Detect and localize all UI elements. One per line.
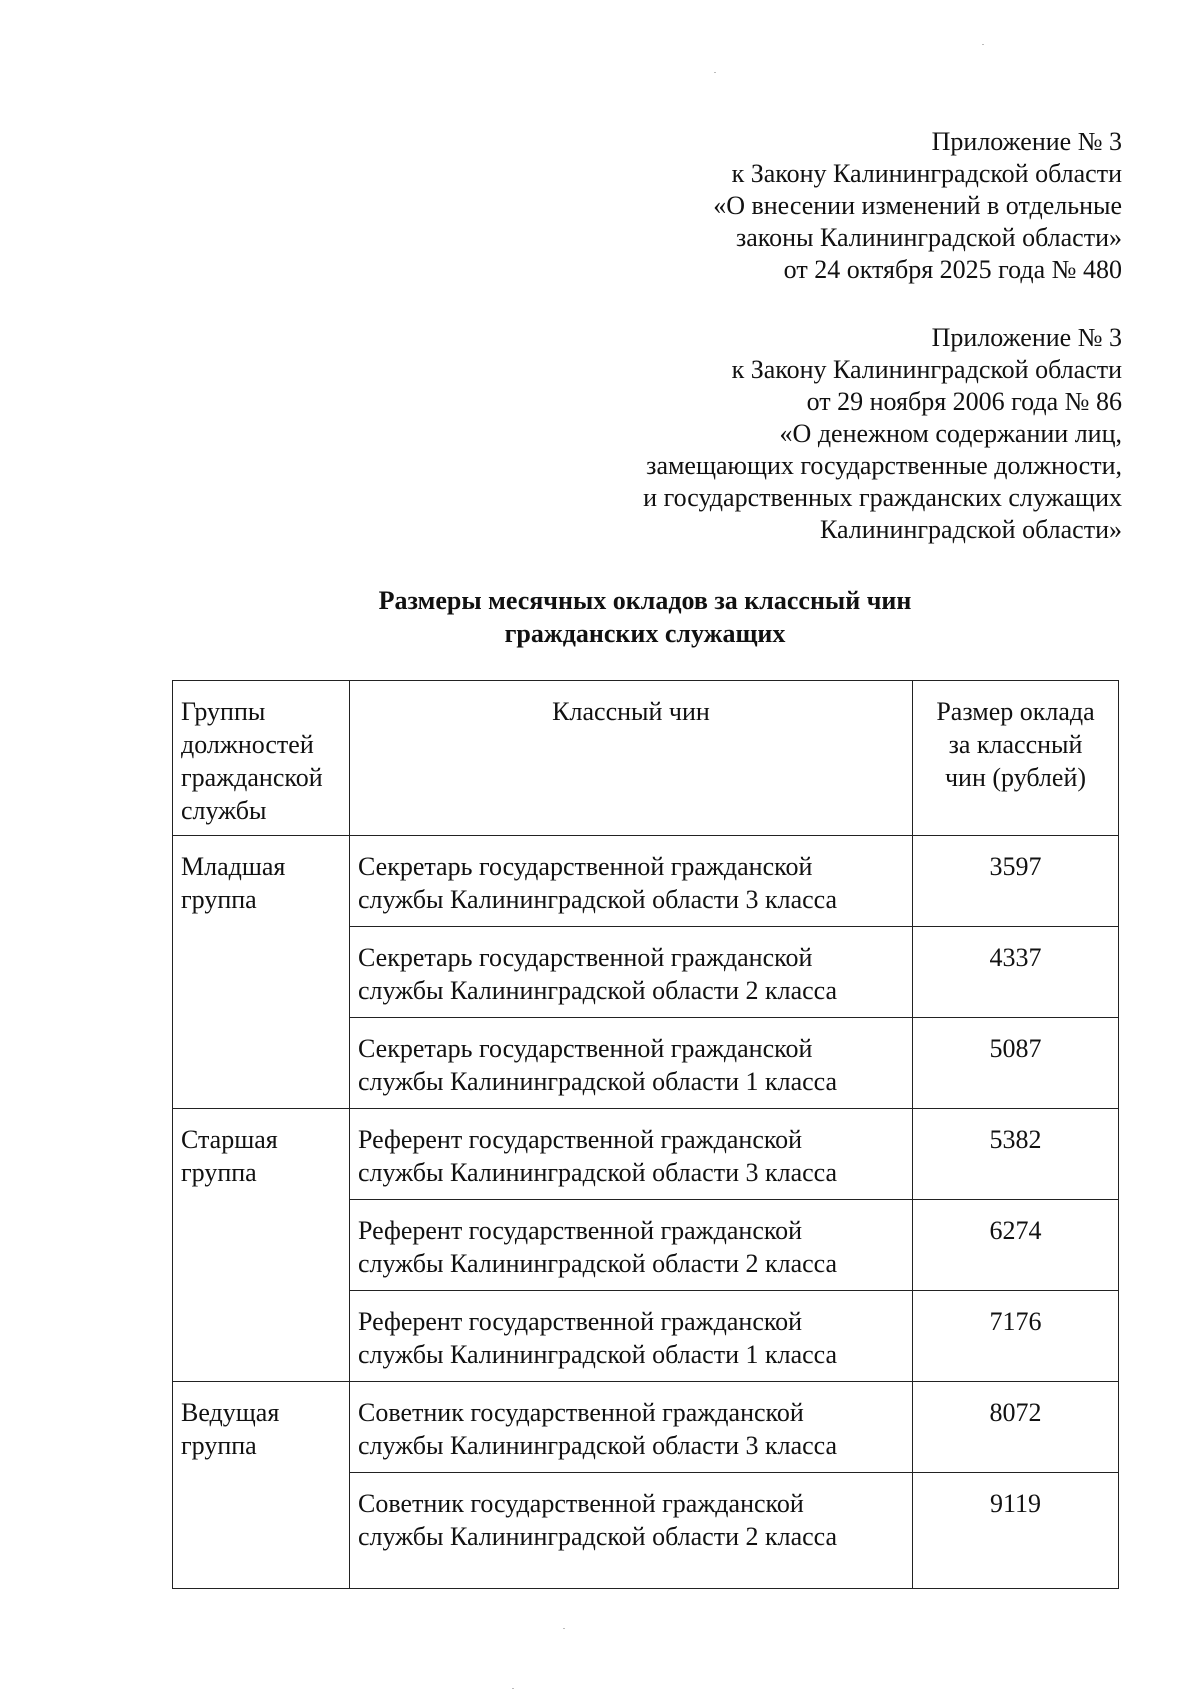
- header-line: Приложение № 3: [931, 323, 1122, 352]
- rank-line: службы Калининградской области 2 класса: [358, 1249, 838, 1278]
- salary-cell: 6274: [913, 1200, 1119, 1291]
- header-line: к Закону Калининградской области: [731, 355, 1122, 384]
- appendix-original-header: [643, 322, 1122, 546]
- rank-line: Секретарь государственной гражданской: [358, 852, 813, 881]
- group-name-line: Ведущая: [181, 1398, 280, 1427]
- header-group-line: должностей: [181, 730, 314, 759]
- group-name-line: Младшая: [181, 852, 286, 881]
- header-line: замещающих государственные должности,: [646, 451, 1122, 480]
- rank-line: службы Калининградской области 2 класса: [358, 976, 838, 1005]
- title-line-2: гражданских служащих: [504, 619, 786, 648]
- salary-cell: 9119: [913, 1473, 1119, 1589]
- header-line: и государственных гражданских служащих: [643, 483, 1122, 512]
- header-group-line: гражданской: [181, 763, 323, 792]
- rank-line: Референт государственной гражданской: [358, 1216, 803, 1245]
- title-line-1: Размеры месячных окладов за классный чин: [378, 586, 912, 615]
- group-cell-junior: [173, 836, 350, 1109]
- salary-cell: 7176: [913, 1291, 1119, 1382]
- rank-cell: [350, 927, 913, 1018]
- appendix-current-header: [713, 126, 1122, 286]
- rank-line: службы Калининградской области 3 класса: [358, 1431, 838, 1460]
- header-line: Калининградской области»: [819, 515, 1122, 544]
- header-salary-line: за классный: [948, 730, 1083, 759]
- rank-cell: [350, 1200, 913, 1291]
- header-line: «О денежном содержании лиц,: [779, 419, 1122, 448]
- header-line: к Закону Калининградской области: [731, 159, 1122, 188]
- header-line: от 24 октября 2025 года № 480: [783, 255, 1122, 284]
- header-salary-line: Размер оклада: [936, 697, 1095, 726]
- header-rank-label: Классный чин: [552, 697, 710, 726]
- salary-cell: 5382: [913, 1109, 1119, 1200]
- header-salary-line: чин (рублей): [944, 763, 1087, 792]
- group-name-line: Старшая: [181, 1125, 278, 1154]
- rank-line: службы Калининградской области 2 класса: [358, 1522, 838, 1551]
- rank-line: Секретарь государственной гражданской: [358, 943, 813, 972]
- rank-cell: [350, 1109, 913, 1200]
- group-name-line: группа: [181, 1158, 257, 1187]
- scan-speck: [563, 1628, 565, 1629]
- rank-cell: [350, 1382, 913, 1473]
- group-cell-senior: [173, 1109, 350, 1382]
- rank-cell: [350, 1473, 913, 1589]
- rank-cell: [350, 1291, 913, 1382]
- document-title: [0, 584, 1200, 650]
- scan-speck: [714, 72, 716, 73]
- salary-cell: 3597: [913, 836, 1119, 927]
- salary-cell: 5087: [913, 1018, 1119, 1109]
- header-line: от 29 ноября 2006 года № 86: [806, 387, 1122, 416]
- header-line: законы Калининградской области»: [735, 223, 1122, 252]
- header-salary-cell: [913, 681, 1119, 836]
- rank-line: Советник государственной гражданской: [358, 1489, 804, 1518]
- rank-cell: [350, 836, 913, 927]
- rank-line: Референт государственной гражданской: [358, 1125, 803, 1154]
- rank-line: службы Калининградской области 3 класса: [358, 885, 838, 914]
- header-group-cell: [173, 681, 350, 836]
- table-row: [173, 1382, 1119, 1473]
- header-rank-cell: [350, 681, 913, 836]
- scan-speck: [512, 1688, 514, 1689]
- rank-line: службы Калининградской области 1 класса: [358, 1340, 838, 1369]
- table-header-row: [173, 681, 1119, 836]
- header-group-line: службы: [181, 796, 267, 825]
- salary-table: [172, 680, 1119, 1589]
- rank-line: Советник государственной гражданской: [358, 1398, 804, 1427]
- rank-line: Референт государственной гражданской: [358, 1307, 803, 1336]
- group-name-line: группа: [181, 1431, 257, 1460]
- header-group-line: Группы: [181, 697, 266, 726]
- scan-speck: [982, 44, 984, 45]
- salary-cell: 8072: [913, 1382, 1119, 1473]
- rank-line: службы Калининградской области 1 класса: [358, 1067, 838, 1096]
- header-line: «О внесении изменений в отдельные: [713, 191, 1122, 220]
- group-cell-leading: [173, 1382, 350, 1589]
- table-row: [173, 1109, 1119, 1200]
- rank-cell: [350, 1018, 913, 1109]
- rank-line: Секретарь государственной гражданской: [358, 1034, 813, 1063]
- salary-cell: 4337: [913, 927, 1119, 1018]
- table-row: [173, 836, 1119, 927]
- header-line: Приложение № 3: [931, 127, 1122, 156]
- rank-line: службы Калининградской области 3 класса: [358, 1158, 838, 1187]
- group-name-line: группа: [181, 885, 257, 914]
